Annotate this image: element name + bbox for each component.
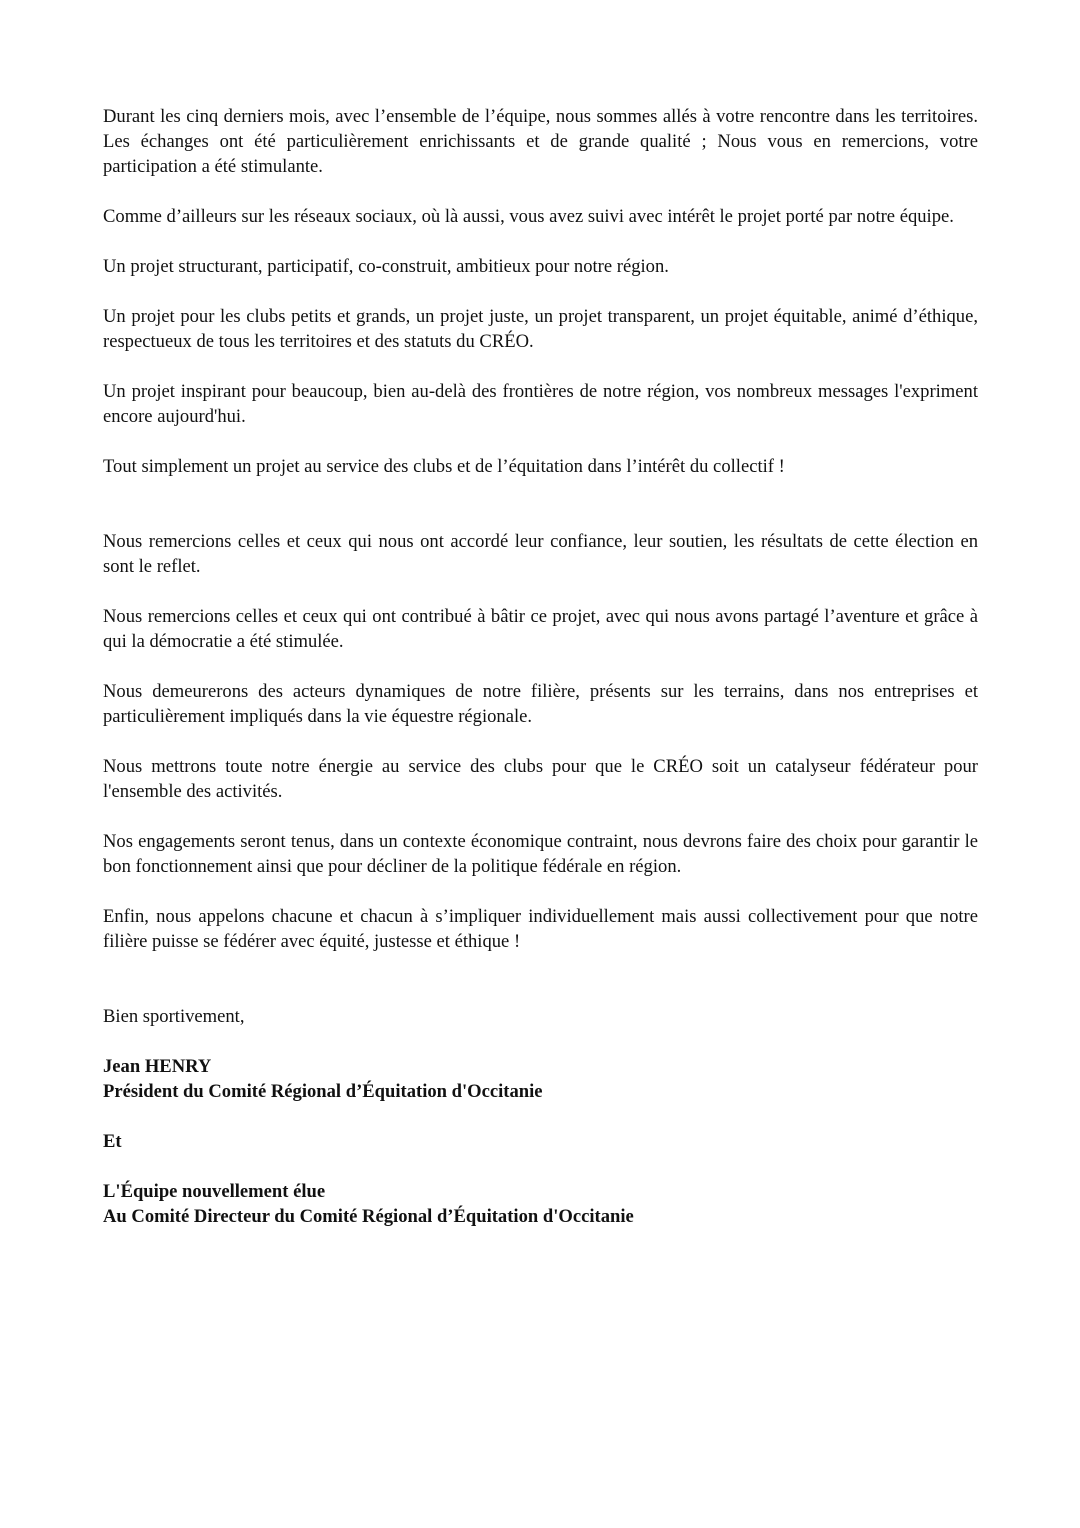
- signatory-title: Président du Comité Régional d’Équitation d'Occitanie: [103, 1081, 543, 1102]
- paragraph-engagements: Nos engagements seront tenus, dans un contexte économique contraint, nous devrons faire des choix pour garantir le bon fonctionnement ainsi que pour décliner de la politique fédérale en région.: [103, 831, 978, 877]
- team-signature-block: [103, 1179, 978, 1229]
- team-title: Au Comité Directeur du Comité Régional d’Équitation d'Occitanie: [103, 1206, 634, 1227]
- signature-block: [103, 1054, 978, 1104]
- spacer: [103, 979, 978, 1004]
- team-name: L'Équipe nouvellement élue: [103, 1181, 326, 1202]
- paragraph-reseaux-sociaux: Comme d’ailleurs sur les réseaux sociaux, où là aussi, vous avez suivi avec intérêt le projet porté par notre équipe.: [103, 206, 954, 227]
- paragraph-rencontre: Durant les cinq derniers mois, avec l’ensemble de l’équipe, nous sommes allés à votre rencontre dans les territoires. Les échanges ont été particulièrement enrichissants et de grande qualité ; Nous vous en remercions, votre participation a été stimulante.: [103, 106, 978, 177]
- paragraph-projet-inspirant: Un projet inspirant pour beaucoup, bien au-delà des frontières de notre région, vos nombreux messages l'expriment encore aujourd'hui.: [103, 381, 978, 427]
- spacer: [103, 504, 978, 529]
- letter-body: [103, 104, 978, 1254]
- signatory-name: Jean HENRY: [103, 1056, 212, 1077]
- paragraph-projet-structurant: Un projet structurant, participatif, co-construit, ambitieux pour notre région.: [103, 256, 669, 277]
- paragraph-remerciements-confiance: Nous remercions celles et ceux qui nous ont accordé leur confiance, leur soutien, les résultats de cette élection en sont le reflet.: [103, 531, 978, 577]
- paragraph-service-clubs: Tout simplement un projet au service des clubs et de l’équitation dans l’intérêt du collectif !: [103, 456, 785, 477]
- paragraph-projet-clubs: Un projet pour les clubs petits et grands, un projet juste, un projet transparent, un projet équitable, animé d’éthique, respectueux de tous les territoires et des statuts du CRÉO.: [103, 306, 978, 352]
- closing-salutation: Bien sportivement,: [103, 1006, 245, 1027]
- paragraph-appel: Enfin, nous appelons chacune et chacun à s’impliquer individuellement mais aussi collectivement pour que notre filière puisse se fédérer avec équité, justesse et éthique !: [103, 906, 978, 952]
- paragraph-remerciements-projet: Nous remercions celles et ceux qui ont contribué à bâtir ce projet, avec qui nous avons partagé l’aventure et grâce à qui la démocratie a été stimulée.: [103, 606, 978, 652]
- paragraph-energie: Nous mettrons toute notre énergie au service des clubs pour que le CRÉO soit un catalyseur fédérateur pour l'ensemble des activités.: [103, 756, 978, 802]
- signature-conjunction-block: [103, 1129, 978, 1154]
- paragraph-acteurs-dynamiques: Nous demeurerons des acteurs dynamiques de notre filière, présents sur les terrains, dans nos entreprises et particulièrement impliqués dans la vie équestre régionale.: [103, 681, 978, 727]
- signature-conjunction: Et: [103, 1131, 122, 1152]
